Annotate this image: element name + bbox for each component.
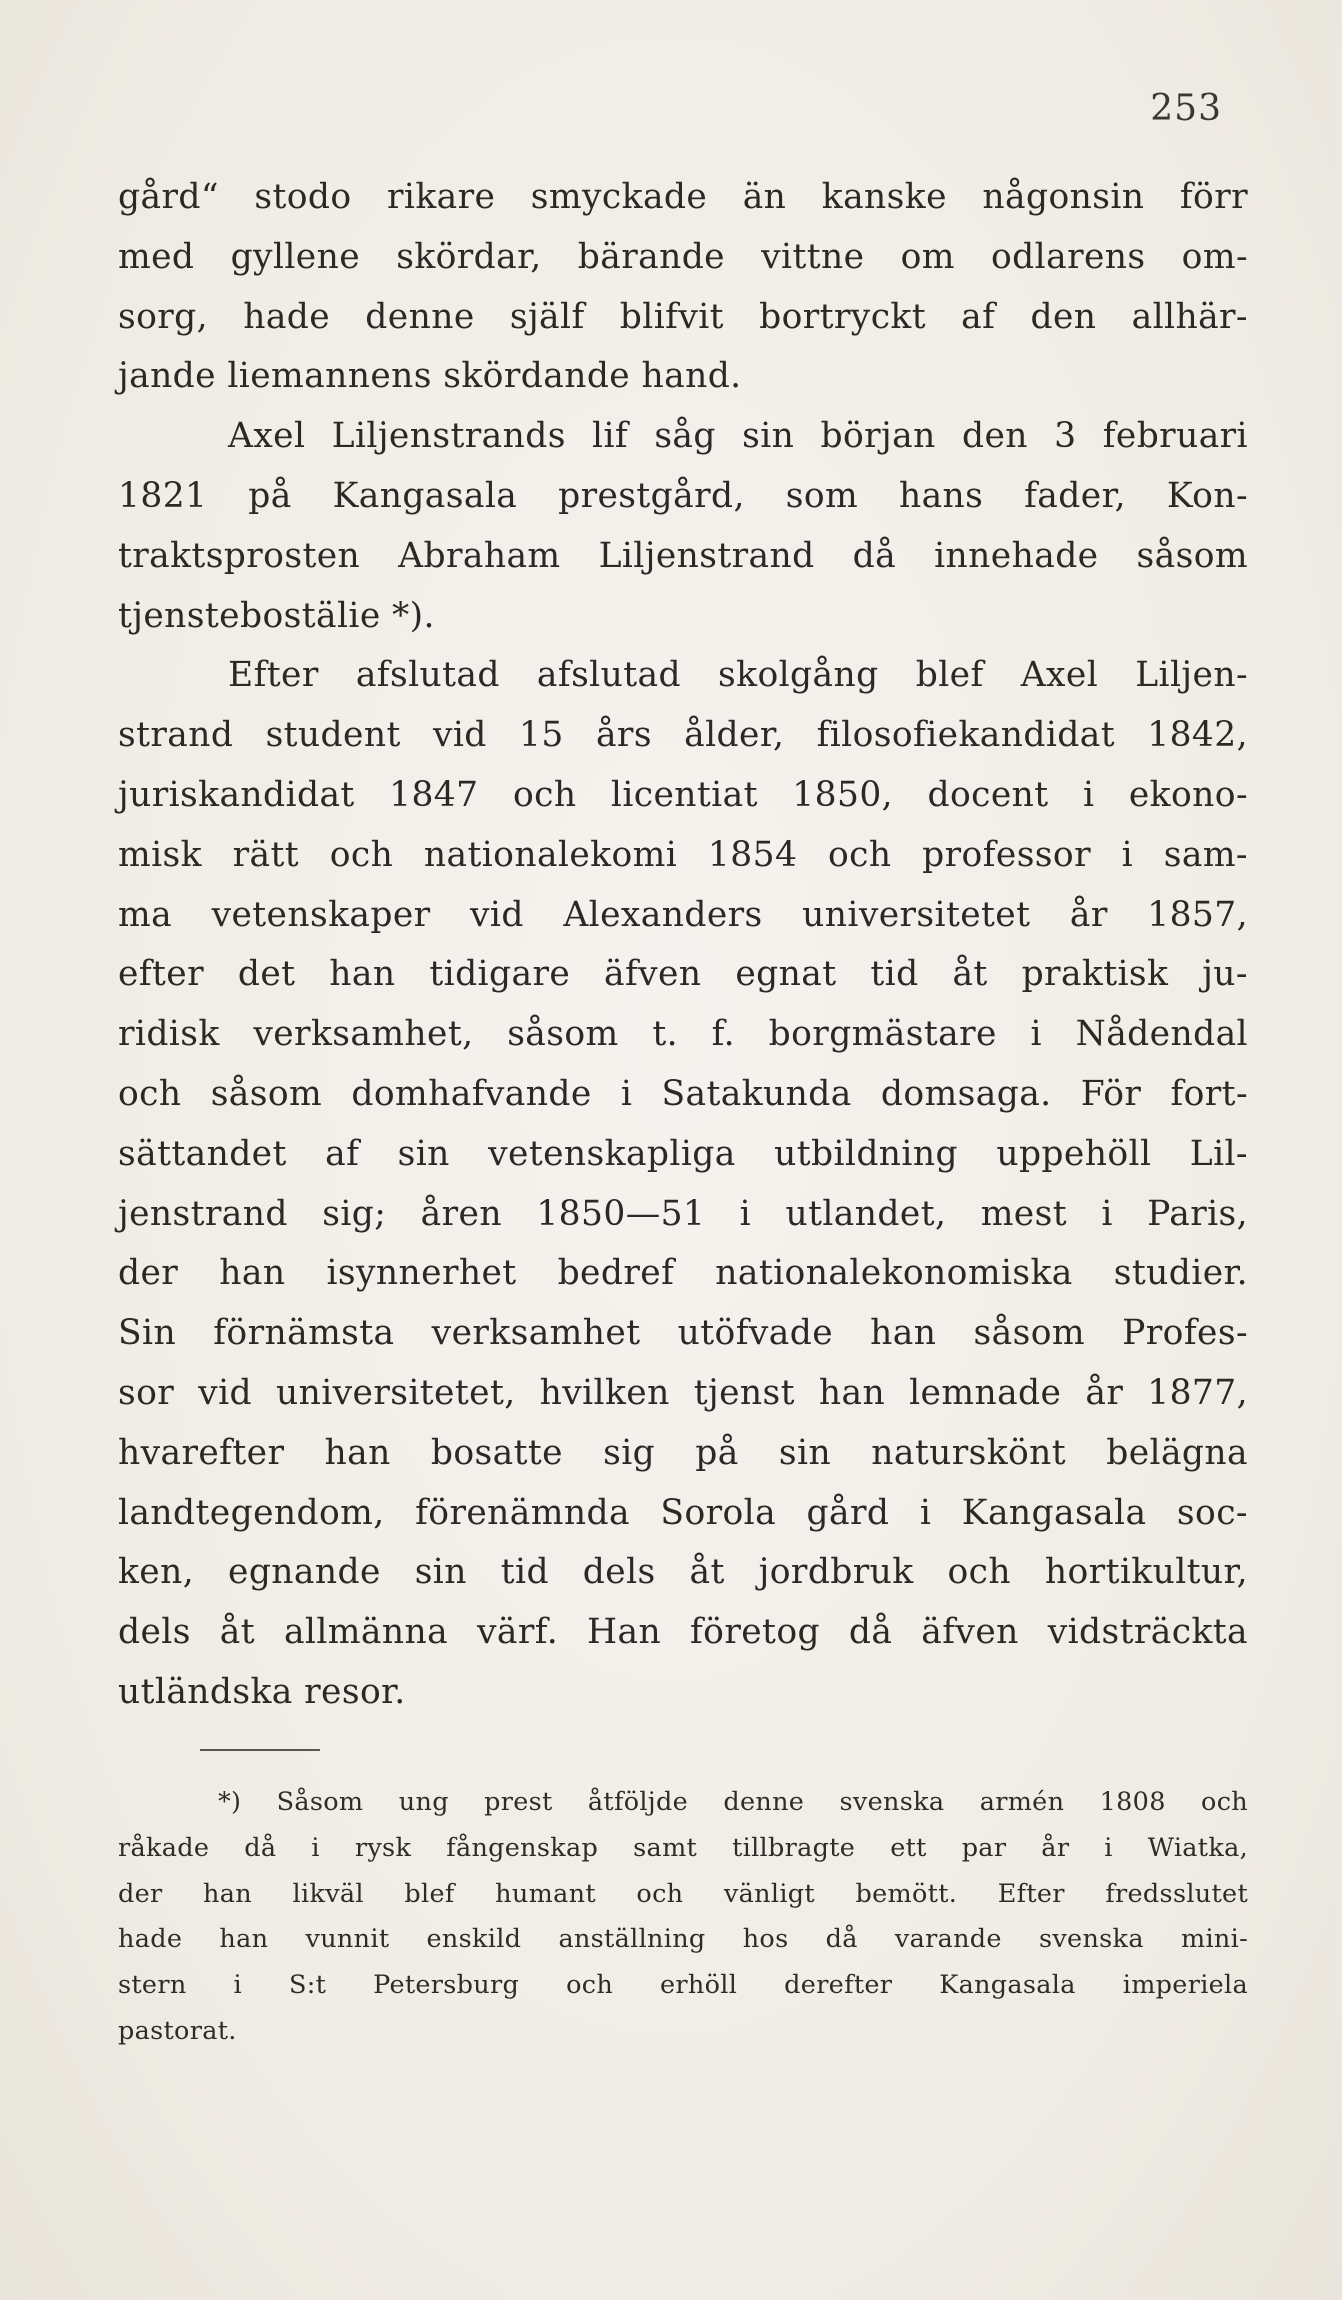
text-line: traktsprosten Abraham Liljenstrand då innehade såsom bbox=[118, 535, 1248, 576]
text-line: ken, egnande sin tid dels åt jordbruk och hortikultur, bbox=[118, 1552, 1248, 1593]
text-line: gård“ stodo rikare smyckade än kanske någonsin förr bbox=[118, 177, 1248, 217]
text-line: hvarefter han bosatte sig på sin naturskönt belägna bbox=[118, 1432, 1248, 1473]
text-line: Axel Liljenstrands lif såg sin början den 3 februari bbox=[228, 416, 1248, 457]
text-line: landtegendom, förenämnda Sorola gård i Kangasala soc- bbox=[118, 1492, 1248, 1533]
text-line: sättandet af sin vetenskapliga utbildning uppehöll Lil- bbox=[118, 1133, 1248, 1174]
footnote-divider bbox=[200, 1749, 320, 1751]
paragraph-1 bbox=[118, 168, 1248, 407]
text-line: sorg, hade denne själf blifvit bortryckt af den allhär- bbox=[118, 296, 1248, 337]
paragraph-2 bbox=[118, 407, 1248, 646]
footnote bbox=[118, 1780, 1248, 2055]
text-line: 1821 på Kangasala prestgård, som hans fader, Kon- bbox=[118, 475, 1248, 516]
text-line: utländska resor. bbox=[118, 1671, 406, 1712]
text-line: Efter afslutad afslutad skolgång blef Axel Liljen- bbox=[228, 655, 1248, 696]
text-line: dels åt allmänna värf. Han företog då äfven vidsträckta bbox=[118, 1612, 1248, 1653]
text-line: Sin förnämsta verksamhet utöfvade han såsom Profes- bbox=[118, 1313, 1248, 1354]
text-line: juriskandidat 1847 och licentiat 1850, docent i ekono- bbox=[118, 774, 1248, 815]
text-line: ma vetenskaper vid Alexanders universitetet år 1857, bbox=[118, 894, 1248, 935]
footnote-line: råkade då i rysk fångenskap samt tillbragte ett par år i Wiatka, bbox=[118, 1832, 1248, 1863]
text-line: jande liemannens skördande hand. bbox=[118, 356, 742, 397]
body-text bbox=[118, 168, 1248, 1723]
text-line: ridisk verksamhet, såsom t. f. borgmästare i Nådendal bbox=[118, 1014, 1248, 1055]
text-line: sor vid universitetet, hvilken tjenst han lemnade år 1877, bbox=[118, 1372, 1248, 1413]
text-line: med gyllene skördar, bärande vittne om odlarens om- bbox=[118, 236, 1248, 277]
page-number: 253 bbox=[1150, 88, 1222, 129]
text-line: strand student vid 15 års ålder, filosofiekandidat 1842, bbox=[118, 715, 1248, 756]
text-line: misk rätt och nationalekomi 1854 och professor i sam- bbox=[118, 834, 1248, 875]
footnote-line: stern i S:t Petersburg och erhöll derefter Kangasala imperiela bbox=[118, 1970, 1248, 2001]
text-line: tjenstebostälie *). bbox=[118, 595, 435, 636]
text-line: efter det han tidigare äfven egnat tid åt praktisk ju- bbox=[118, 954, 1248, 995]
footnote-line: hade han vunnit enskild anställning hos då varande svenska mini- bbox=[118, 1924, 1248, 1955]
footnote-line: der han likväl blef humant och vänligt bemött. Efter fredsslutet bbox=[118, 1878, 1248, 1909]
footnote-line: pastorat. bbox=[118, 2015, 237, 2046]
text-line: jenstrand sig; åren 1850—51 i utlandet, mest i Paris, bbox=[118, 1193, 1248, 1234]
paragraph-3 bbox=[118, 646, 1248, 1722]
text-line: och såsom domhafvande i Satakunda domsaga. För fort- bbox=[118, 1073, 1248, 1114]
footnote-line: *) Såsom ung prest åtföljde denne svenska armén 1808 och bbox=[218, 1787, 1248, 1817]
text-line: der han isynnerhet bedref nationalekonomiska studier. bbox=[118, 1253, 1248, 1294]
